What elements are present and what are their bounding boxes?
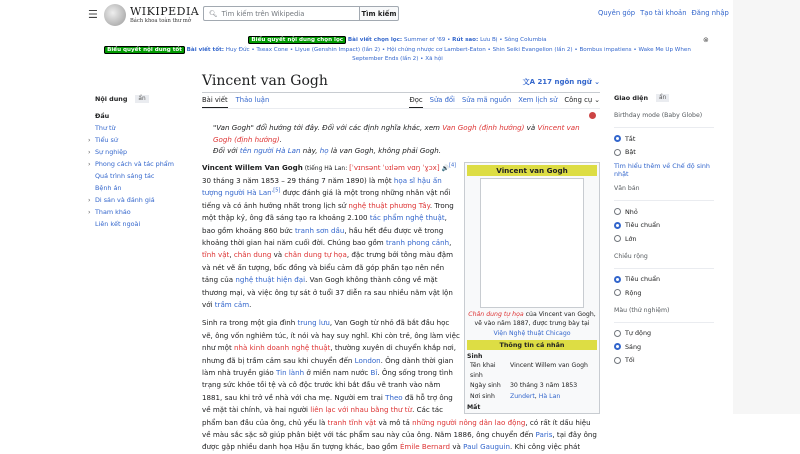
birth-date-label: Ngày sinh	[470, 382, 501, 389]
article-link[interactable]: họ	[319, 146, 329, 155]
article-link[interactable]: Van Gogh (định hướng)	[442, 123, 525, 132]
featured-banner: Biểu quyết nội dung chọn lọc Bài viết chọn lọc: Summer of '69 • Rút sao: Lưu Bị • Sông Columbia	[95, 36, 700, 45]
appearance-title: Giao diện	[614, 94, 649, 102]
toc-item-label: Thư từ	[95, 124, 116, 132]
text-run: của Vincent van Gogh, vẽ vào năm 1887, được trưng bày tại	[474, 310, 596, 327]
radio-label: Rộng	[625, 288, 642, 297]
toc-item[interactable]	[88, 206, 195, 218]
toc-item-label: Tham khảo	[95, 208, 131, 216]
text-run: và	[271, 250, 285, 260]
infobox-section: Thông tin cá nhân	[467, 340, 597, 350]
article-link[interactable]: tĩnh vật	[202, 250, 230, 260]
search-placeholder: Tìm kiếm trên Wikipedia	[221, 9, 305, 18]
radio-label: Bật	[625, 148, 636, 157]
radio-button[interactable]	[614, 149, 621, 156]
radio-label: Tắt	[625, 134, 636, 143]
image-caption	[467, 310, 597, 339]
login-link[interactable]: Đăng nhập	[691, 9, 729, 17]
radio-option[interactable]	[614, 219, 714, 233]
toc-item-label: Liên kết ngoài	[95, 220, 141, 228]
text-run: . Ông sống trong tình trạng sức khỏe tồi tệ và cô độc trước khi bắt đầu vẽ tranh vào năm 1881, sau khi trở về nhà với cha mẹ. Người em trai	[202, 368, 453, 402]
good-label: Bài viết tốt:	[186, 47, 224, 53]
stars-link[interactable]: Sông Columbia	[504, 37, 547, 43]
radio-button[interactable]	[614, 343, 621, 350]
table-of-contents	[88, 95, 195, 230]
globe-icon	[104, 4, 126, 26]
toc-title: Nội dung	[95, 95, 128, 103]
text-run: (tiếng Hà Lan:	[302, 164, 350, 172]
text-run: , có rất ít dấu hiệu về màu sắc sặc sỡ giúp phân biệt với tác phẩm sau này của ông. Năm 1886, ông chuyển đến	[202, 417, 591, 440]
article-link[interactable]: chân dung	[233, 250, 272, 260]
text-run: và	[524, 123, 538, 132]
toc-item-label: Di sản và đánh giá	[95, 196, 155, 204]
article-link[interactable]: liên lạc với nhau bằng thư từ	[310, 405, 413, 415]
tab-edit-source[interactable]: Sửa mã nguồn	[461, 96, 512, 104]
article-link[interactable]: [ˈvɪnsənt ˈʋɪləm vɑŋ ˈɣɔx]	[349, 162, 440, 172]
main-menu-icon[interactable]: ☰	[88, 8, 98, 21]
text-run: đã hỗ trợ ông về mặt tài chính, và hai người	[202, 392, 453, 415]
radio-button[interactable]	[614, 235, 621, 242]
text-run: được đánh giá là một trong những nhân vật nổi tiếng và có ảnh hưởng nhất trong lịch sử	[202, 188, 451, 210]
article-link[interactable]: Paul Gauguin	[463, 442, 510, 452]
good-article-link[interactable]: Hội chứng nhược cơ Lambert-Eaton	[386, 47, 486, 53]
good-article-link[interactable]: Liyue (Genshin Impact) (lần 2)	[294, 47, 381, 53]
radio-button[interactable]	[614, 135, 621, 142]
appearance-hide-button[interactable]: ẩn	[656, 94, 669, 102]
text-run: 🔊	[439, 164, 449, 172]
toc-item[interactable]	[95, 122, 195, 134]
toc-item[interactable]	[95, 218, 195, 230]
chevron-right-icon[interactable]: ›	[88, 208, 91, 216]
radio-button[interactable]	[614, 222, 621, 229]
text-run: . Van Gogh không thành công về mặt thương mại, và việc ông tự sát ở tuổi 37 diễn ra sau nhiều năm vật lộn với	[202, 275, 453, 309]
logo-tagline: Bách khoa toàn thư mở	[130, 17, 191, 24]
birth-name-label: Tên khai sinh	[470, 362, 496, 379]
close-banner-icon[interactable]: ⊗	[703, 36, 709, 44]
radio-button[interactable]	[614, 289, 621, 296]
text-run: 30 tháng 3 năm 1853 – 29 tháng 7 năm 1890) là một	[202, 175, 394, 185]
chevron-right-icon[interactable]: ›	[88, 136, 91, 144]
logo-wordmark: WIKIPEDIA	[130, 4, 200, 18]
tab-history[interactable]: Xem lịch sử	[518, 96, 558, 104]
text-run: , bao gồm khoảng 860 bức	[202, 213, 447, 235]
toc-item-label: Bệnh án	[95, 184, 122, 192]
article-link[interactable]: Bỉ	[370, 368, 378, 377]
user-links	[598, 9, 729, 17]
article-link[interactable]: Tin lành	[276, 368, 305, 377]
text-run: ở miền nam nước	[304, 368, 371, 377]
text-run: , Van Gogh từ nhỏ đã bắt đầu học vẽ, ông vốn nghiêm túc, ít nói và hay suy nghĩ. Khi còn trẻ, ông làm việc như một	[202, 318, 460, 353]
search-input[interactable]	[203, 6, 360, 21]
text-run: . Các tác phẩm ban đầu của ông, chủ yếu là	[202, 405, 444, 427]
article-link[interactable]: Theo	[385, 392, 403, 402]
article-link[interactable]: London	[354, 355, 381, 365]
radio-button[interactable]	[614, 330, 621, 337]
text-run: là van Gogh, không phải Gogh.	[328, 146, 441, 155]
died-heading: Mất	[467, 404, 481, 411]
featured-link[interactable]: Summer of '69	[403, 37, 446, 43]
learn-more-link[interactable]: Tìm hiểu thêm về Chế độ sinh nhật	[614, 162, 710, 178]
radio-option[interactable]	[614, 354, 714, 368]
text-run: , tại đây ông được gặp nhiều danh họa Hậu ấn tượng khác, bao gồm	[202, 430, 597, 452]
vote-banner	[95, 36, 700, 64]
radio-label: Tự động	[625, 329, 652, 338]
good-article-link[interactable]: Tseax Cone	[256, 47, 289, 53]
radio-option[interactable]	[614, 273, 714, 287]
radio-button[interactable]	[614, 357, 621, 364]
text-run: ,	[449, 237, 452, 247]
article-subject: Vincent Willem Van Gogh	[202, 162, 303, 172]
article-link[interactable]: những người nông dân lao động	[412, 417, 526, 427]
radio-option[interactable]	[614, 327, 714, 341]
text-run: , hầu hết đều được vẽ trong khoảng thời gian hai năm cuối đời. Chúng bao gồm	[202, 225, 444, 247]
portrait-image[interactable]	[480, 178, 584, 308]
article-link[interactable]: nghệ thuật phương Tây	[348, 200, 430, 210]
good-article-link[interactable]: Xã hội	[425, 56, 443, 62]
good-banner	[95, 46, 700, 64]
reference-link[interactable]: [4]	[449, 162, 457, 169]
tab-article[interactable]: Bài viết	[202, 96, 228, 108]
featured-vote-badge[interactable]: Biểu quyết nội dung chọn lọc	[248, 36, 346, 44]
title-divider	[202, 92, 600, 93]
namespace-tabs	[202, 96, 269, 108]
good-article-link[interactable]: Wake Me Up When September Ends (lần 2)	[352, 47, 691, 62]
text-run: ,	[229, 250, 234, 260]
born-heading: Sinh	[467, 353, 483, 360]
reference-link[interactable]: ,[5]	[271, 187, 281, 194]
toc-item[interactable]	[95, 110, 195, 122]
text-run: , thường xuyên di chuyển khắp nơi, nhưng đã bị trầm cảm sau khi chuyển đến	[202, 343, 456, 365]
radio-button[interactable]	[614, 276, 621, 283]
hatnote	[213, 122, 600, 157]
article-link[interactable]: họa sĩ hậu ấn tượng người Hà Lan	[202, 175, 442, 198]
birthday-mode-label: Birthday mode (Baby Globe)	[614, 109, 714, 128]
radio-label: Lớn	[625, 234, 637, 243]
tools-label: Công cụ	[564, 96, 593, 104]
tab-read[interactable]: Đọc	[409, 96, 422, 108]
toc-item-label: Tiểu sử	[95, 136, 118, 144]
toc-item-label: Đầu	[95, 112, 110, 120]
birth-place-link[interactable]: Zundert	[510, 392, 535, 400]
language-count: 217 ngôn ngữ	[537, 78, 592, 86]
text-run: Sinh ra trong một gia đình	[202, 318, 298, 328]
article-link[interactable]: chân dung tự họa	[284, 250, 347, 260]
toc-item-label: Phong cách và tác phẩm	[95, 160, 174, 168]
toc-item[interactable]	[88, 134, 195, 146]
page-margin	[733, 0, 800, 414]
good-article-link[interactable]: Huy Đức	[225, 47, 250, 53]
color-label: Màu (thử nghiệm)	[614, 304, 714, 323]
language-button[interactable]: 文A 217 ngôn ngữ ⌄	[522, 78, 600, 86]
article-link[interactable]: tranh phong cảnh	[385, 237, 450, 247]
article-link[interactable]: tranh tĩnh vật	[327, 417, 377, 427]
radio-button[interactable]	[614, 208, 621, 215]
toc-item[interactable]	[88, 158, 195, 170]
toc-item[interactable]	[88, 146, 195, 158]
radio-option[interactable]	[614, 340, 714, 354]
article-link[interactable]: tên người Hà Lan	[239, 146, 301, 155]
text-run: . Khi công việc phát	[509, 442, 581, 452]
infobox: Vincent van Gogh Chân dung tự họa của Vincent van Gogh, vẽ vào năm 1887, được trưng bày tại Viện Nghệ thuật Chicago Thông tin cá nhân Sinh Tên khai sinh Vincent Willem van Gogh Ngày sinh 30 tháng 3 năm 1853 Nơi sinh Zundert, Hà Lan Mất	[464, 162, 600, 415]
article-link[interactable]: Viện Nghệ thuật Chicago	[493, 329, 571, 337]
good-article-link[interactable]: Bombus impatiens	[579, 47, 632, 53]
article-link[interactable]: trầm cảm	[214, 299, 250, 309]
infobox-title: Vincent van Gogh	[467, 165, 597, 176]
tabs-divider	[202, 108, 600, 109]
birth-place-label: Nơi sinh	[470, 392, 495, 400]
tab-talk[interactable]: Thảo luận	[235, 96, 270, 104]
article-link[interactable]: nhà kinh doanh nghệ thuật	[234, 343, 331, 353]
toc-item[interactable]	[95, 170, 195, 182]
radio-option[interactable]	[614, 146, 714, 160]
toc-item[interactable]	[95, 182, 195, 194]
birth-name: Vincent Willem van Gogh	[510, 362, 588, 369]
radio-option[interactable]	[614, 132, 714, 146]
featured-article-icon	[589, 112, 596, 119]
radio-label: Tiêu chuẩn	[625, 275, 661, 284]
article-link[interactable]: Chân dung tự họa	[468, 310, 524, 318]
radio-label: Tối	[625, 356, 635, 365]
radio-option[interactable]	[614, 205, 714, 219]
radio-label: Sáng	[625, 342, 642, 351]
text-run: . Trong một thập kỷ, ông đã sáng tạo ra khoảng 2.100	[202, 200, 454, 223]
text-size-label: Văn bản	[614, 182, 714, 201]
country-link[interactable]: Hà Lan	[538, 392, 561, 400]
text-run: . Ông dành thời gian làm nhà truyền giáo	[202, 355, 454, 377]
radio-option[interactable]	[614, 232, 714, 246]
birth-date: 30 tháng 3 năm 1853	[510, 382, 578, 389]
toc-item-label: Quá trình sáng tác	[95, 172, 155, 180]
good-items: Huy Đức • Tseax Cone • Liyue (Genshin Impact) (lần 2) • Hội chứng nhược cơ Lambert-Eaton • Shin Seiki Evangelion (lần 2) • Bombus impatiens • Wake Me Up When September Ends (lần 2) • Xã hội	[225, 47, 691, 62]
article-link[interactable]: nghệ thuật hiện đại	[235, 275, 306, 285]
article-link[interactable]: Émile Bernard	[399, 442, 451, 452]
wikipedia-logo[interactable]	[104, 4, 199, 26]
chevron-right-icon[interactable]: ›	[88, 148, 91, 156]
radio-label: Nhỏ	[625, 207, 638, 216]
toc-item[interactable]	[88, 194, 195, 206]
tools-menu[interactable]: Công cụ ⌄	[564, 96, 600, 104]
toc-item-label: Sự nghiệp	[95, 148, 128, 156]
featured-label: Bài viết chọn lọc:	[347, 37, 403, 43]
article-link[interactable]: Vincent van Gogh (định hướng)	[213, 123, 580, 144]
text-run: .	[249, 299, 252, 309]
radio-label: Tiêu chuẩn	[625, 221, 661, 230]
stars-link[interactable]: Lưu Bị	[480, 37, 498, 43]
chevron-right-icon[interactable]: ›	[88, 160, 91, 168]
donate-link[interactable]: Quyên góp	[598, 9, 636, 17]
toc-hide-button[interactable]: ẩn	[135, 95, 148, 103]
create-account-link[interactable]: Tạo tài khoản	[640, 9, 687, 17]
view-tabs	[409, 96, 600, 108]
good-vote-badge[interactable]: Biểu quyết nội dung tốt	[104, 46, 185, 54]
search-icon: 🔍︎	[209, 9, 218, 18]
article-link[interactable]: tác phẩm nghệ thuật	[369, 213, 445, 223]
text-run: Đối với	[213, 146, 240, 155]
tab-edit[interactable]: Sửa đổi	[429, 96, 455, 104]
radio-option[interactable]	[614, 286, 714, 300]
article-link[interactable]: Paris	[535, 430, 553, 440]
appearance-panel	[614, 94, 714, 367]
text-run: này,	[300, 146, 320, 155]
article-link[interactable]: trung lưu	[297, 318, 330, 328]
article-body	[202, 122, 600, 454]
search-button[interactable]: Tìm kiếm	[359, 6, 399, 21]
good-article-link[interactable]: Shin Seiki Evangelion (lần 2)	[492, 47, 573, 53]
text-run: và mô tả	[376, 417, 413, 427]
text-run: .	[279, 134, 282, 144]
text-run: "Van Gogh" đổi hướng tới đây. Đối với các định nghĩa khác, xem	[213, 123, 443, 132]
width-label: Chiều rộng	[614, 250, 714, 269]
chevron-right-icon[interactable]: ›	[88, 196, 91, 204]
text-run: và	[450, 442, 464, 452]
text-run: , đặc trưng bởi tông màu đậm và nét vẽ ấn tượng, bốc đồng và biểu cảm đã góp phần tạo nên nền tảng của	[202, 250, 454, 285]
article-link[interactable]: tranh sơn dầu	[294, 225, 345, 235]
stars-label: Rút sao:	[452, 37, 479, 43]
page-title: Vincent van Gogh	[202, 73, 328, 89]
